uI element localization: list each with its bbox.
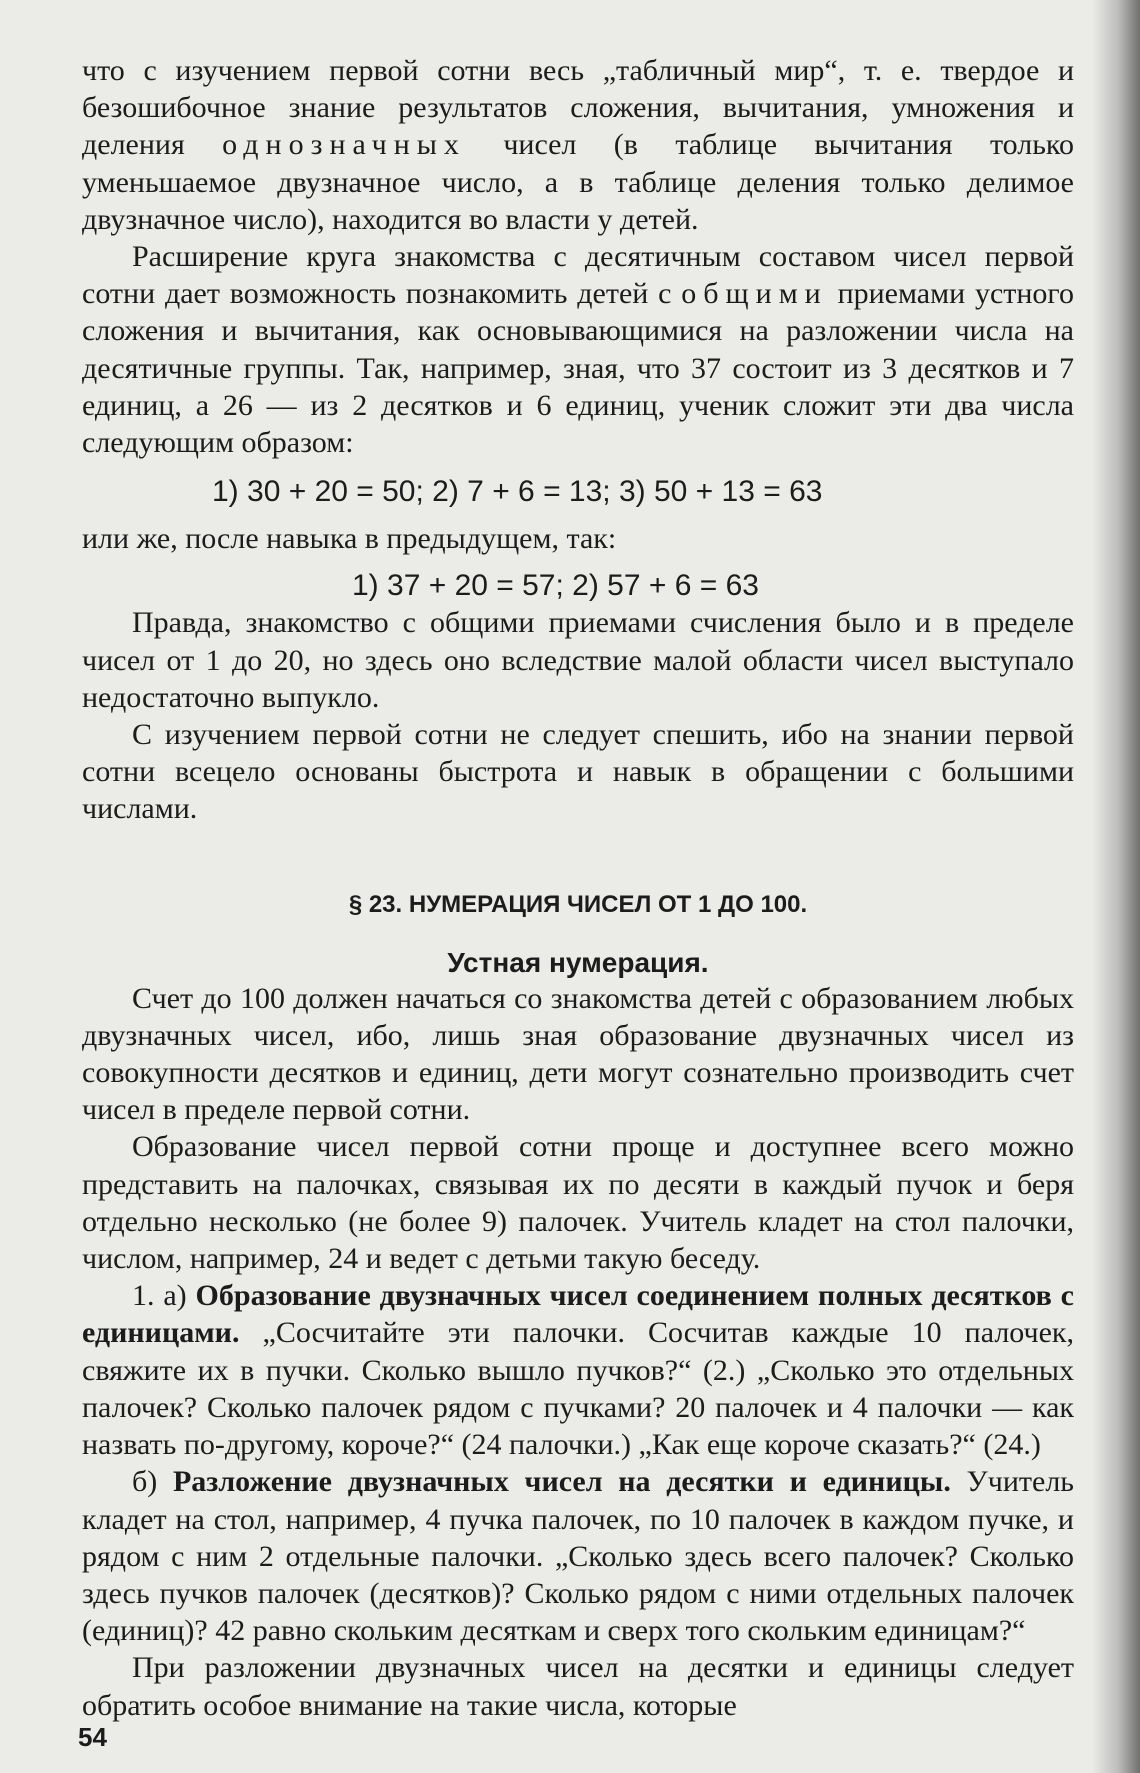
paragraph-9: б) Разложение двузначных чисел на десятки и единицы. Учитель кладет на стол, например, 4 пучка палочек, по 10 палочек в каждом пучке, и рядом с ним 2 отдельные палочки. „Сколько здесь всего палочек? Сколько здесь пучков палочек (десятков)? Сколько рядом с ними отдельных палочек (единиц)? 42 равно скольким десяткам и сверх того скольким единицам?“ [82,1465,1074,1648]
emphasis-spaced-word: однозначных [222,128,466,162]
formula-line-1: 1) 30 + 20 = 50; 2) 7 + 6 = 13; 3) 50 + 13 = 63 [212,475,823,509]
page-content [82,52,1074,1724]
bold-subheading-a: Образование двузначных чисел соединением полных десятков с единицами. [82,1279,1074,1350]
formula-line-2: 1) 37 + 20 = 57; 2) 57 + 6 = 63 [352,569,759,603]
paragraph-1: что с изучением первой сотни весь „табличный мир“, т. е. твердое и безошибочное знание результатов сложения, вычитания, умножения и деления однозначных чисел (в таблице вычитания только уменьшаемое двузначное число, а в таблице деления только делимое двузначное число), находится во власти у детей. [82,54,1074,236]
paragraph-6: Счет до 100 должен начаться со знакомства детей с образованием любых двузначных чисел, ибо, лишь зная образование двузначных чисел из совокупности десятков и единиц, дети могут сознательно производить счет чисел в пределе первой сотни. [82,981,1074,1127]
page-number: 54 [78,1722,107,1752]
paragraph-3: или же, после навыка в предыдущем, так: [82,522,617,556]
paragraph-5: С изучением первой сотни не следует спешить, ибо на знании первой сотни всецело основаны быстрота и навык в обращении с большими числами. [82,718,1074,826]
bold-subheading-b: Разложение двузначных чисел на десятки и единицы. [172,1465,951,1499]
paragraph-2: Расширение круга знакомства с десятичным составом чисел первой сотни дает возможность познакомить детей с общими приемами устного сложения и вычитания, как основывающимися на разложении числа на десятичные группы. Так, например, зная, что 37 состоит из 3 десятков и 7 единиц, а 26 — из 2 десятков и 6 единиц, ученик сложит эти два числа следующим образом: [82,240,1074,460]
paragraph-4: Правда, знакомство с общими приемами счисления было и в пределе чисел от 1 до 20, но здесь оно вследствие малой области чисел выступало недостаточно выпукло. [82,606,1074,714]
page-edge-shadow [1092,0,1140,1773]
sub-heading: Устная нумерация. [447,946,709,978]
section-heading: § 23. НУМЕРАЦИЯ ЧИСЕЛ ОТ 1 ДО 100. [348,890,808,918]
paragraph-8: 1. а) Образование двузначных чисел соединением полных десятков с единицами. „Сосчитайте эти палочки. Сосчитав каждые 10 палочек, свяжите их в пучки. Сколько вышло пучков?“ (2.) „Сколько это отдельных палочек? Сколько палочек рядом с пучками? 20 палочек и 4 палочки — как назвать по-другому, короче?“ (24 палочки.) „Как еще короче сказать?“ (24.) [82,1279,1074,1462]
paragraph-7: Образование чисел первой сотни проще и доступнее всего можно представить на палочках, связывая их по десяти в каждый пучок и беря отдельно несколько (не более 9) палочек. Учитель кладет на стол палочки, числом, например, 24 и ведет с детьми такую беседу. [82,1130,1074,1276]
paragraph-10: При разложении двузначных чисел на десятки и единицы следует обратить особое внимание на такие числа, которые [82,1651,1074,1722]
emphasis-spaced-word: общими [681,277,828,311]
